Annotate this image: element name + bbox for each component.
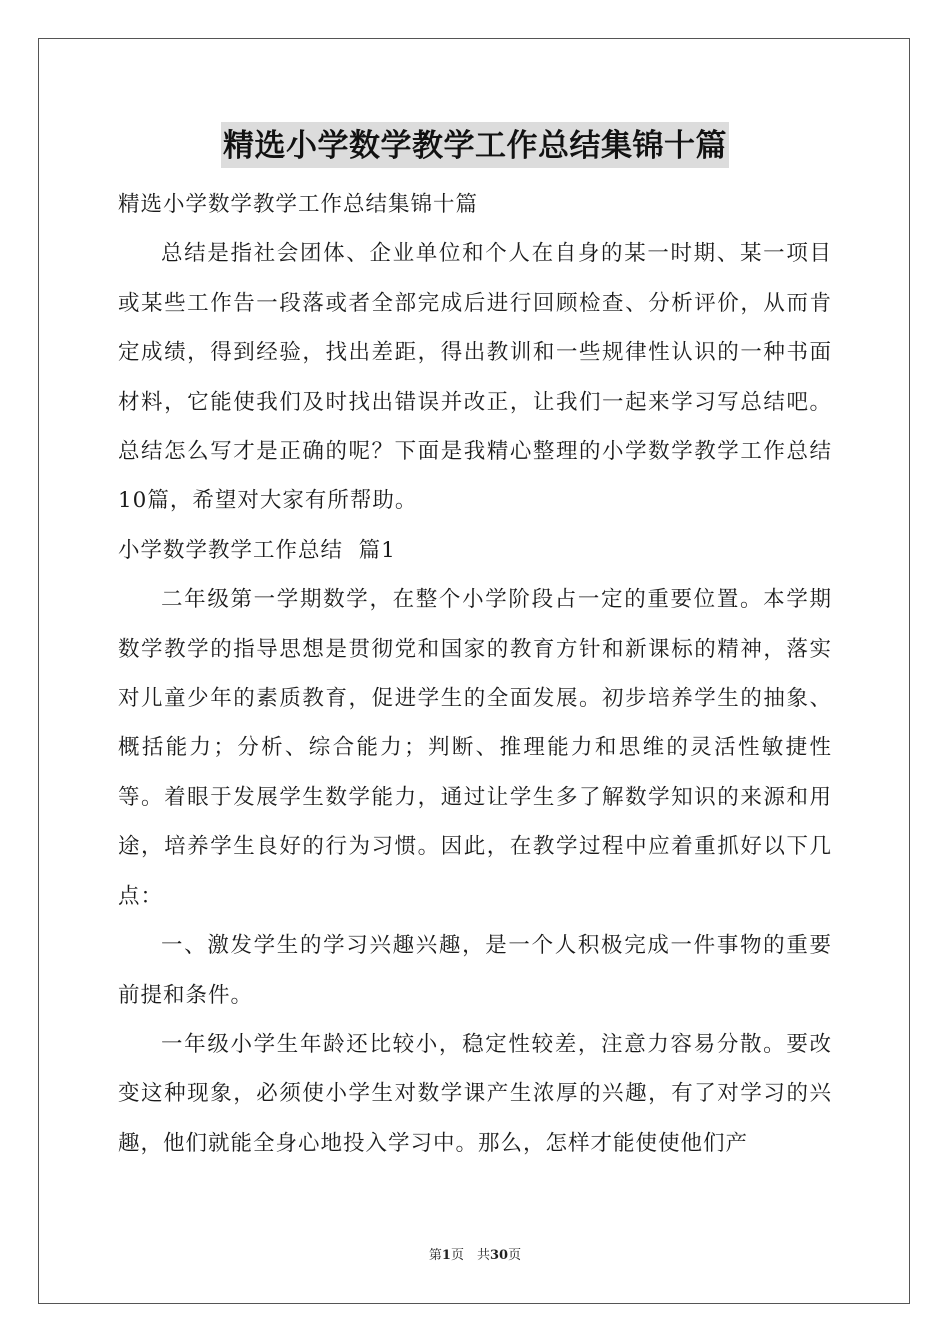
page-footer xyxy=(0,1244,950,1263)
document-body xyxy=(118,180,832,1168)
document-subtitle: 精选小学数学教学工作总结集锦十篇 xyxy=(118,192,479,217)
page-suffix: 页 xyxy=(508,1248,522,1263)
page-current: 1 xyxy=(441,1248,451,1263)
intro-paragraph: 总结是指社会团体、企业单位和个人在自身的某一时期、某一项目或某些工作告一段落或者全部完成后进行回顾检查、分析评价，从而肯定成绩，得到经验，找出差距，得出教训和一些规律性认识的一种书面材料，它能使我们及时找出错误并改正，让我们一起来学习写总结吧。总结怎么写才是正确的呢？下面是我精心整理的小学数学教学工作总结10篇，希望对大家有所帮助。 xyxy=(118,241,832,514)
page-mid: 页 共 xyxy=(450,1248,490,1263)
page-total: 30 xyxy=(489,1248,509,1263)
section-paragraph: 一年级小学生年龄还比较小，稳定性较差，注意力容易分散。要改变这种现象，必须使小学生对数学课产生浓厚的兴趣，有了对学习的兴趣，他们就能全身心地投入学习中。那么，怎样才能使使他们产 xyxy=(118,1031,832,1156)
section-paragraph: 二年级第一学期数学，在整个小学阶段占一定的重要位置。本学期数学教学的指导思想是贯彻党和国家的教育方针和新课标的精神，落实对儿童少年的素质教育，促进学生的全面发展。初步培养学生的抽象、概括能力；分析、综合能力；判断、推理能力和思维的灵活性敏捷性等。着眼于发展学生数学能力，通过让学生多了解数学知识的来源和用途，培养学生良好的行为习惯。因此，在教学过程中应着重抓好以下几点： xyxy=(118,587,832,909)
section-paragraph: 一、激发学生的学习兴趣兴趣，是一个人积极完成一件事物的重要前提和条件。 xyxy=(118,933,832,1008)
document-title: 精选小学数学教学工作总结集锦十篇 xyxy=(221,122,729,168)
section-heading: 小学数学教学工作总结 篇1 xyxy=(118,537,396,563)
title-container xyxy=(0,122,950,168)
page-prefix: 第 xyxy=(428,1248,442,1263)
